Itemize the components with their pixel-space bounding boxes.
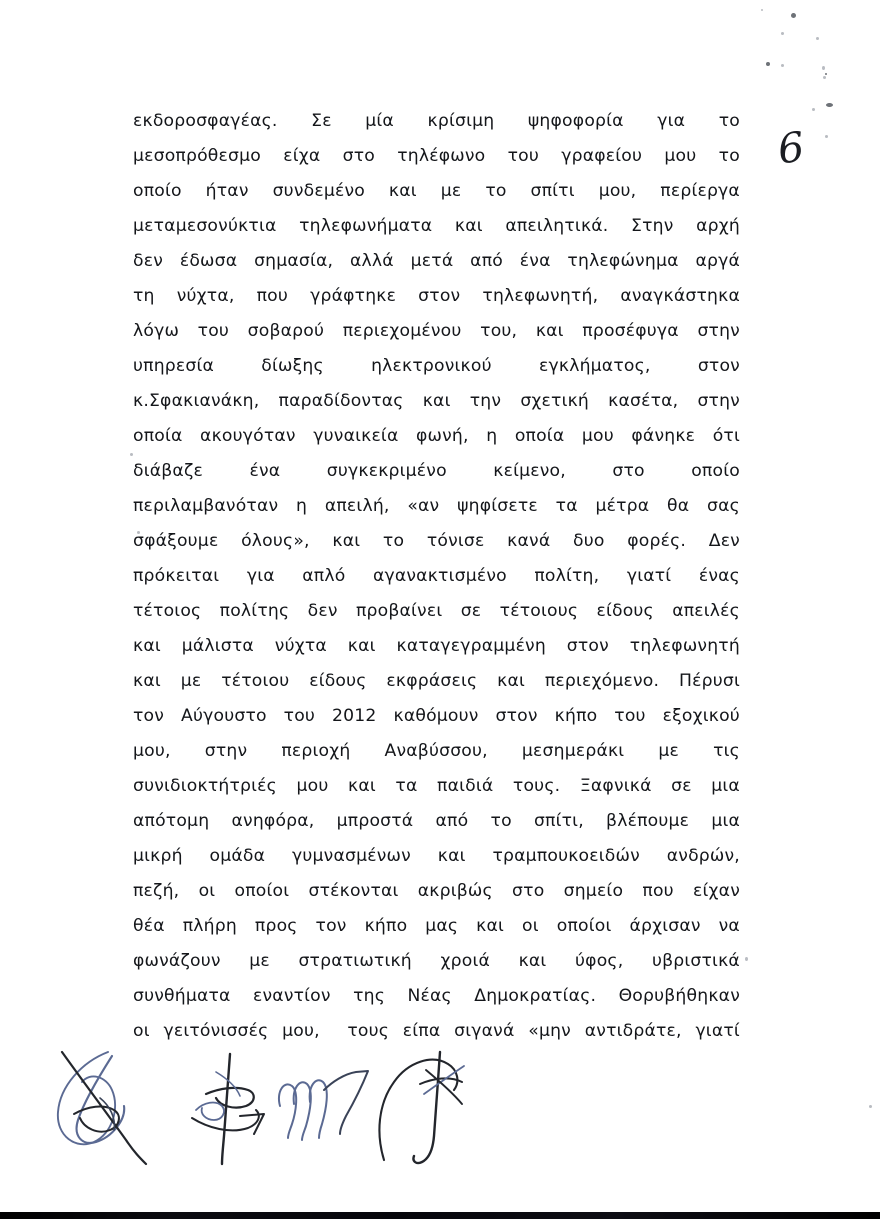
text-word: στρατιωτική <box>298 951 412 971</box>
text-word: τους. <box>512 776 561 796</box>
text-word: τέτοιους <box>499 601 579 621</box>
scan-speck <box>825 73 827 75</box>
text-word: άρχισαν <box>629 916 701 936</box>
text-line <box>133 804 740 839</box>
text-word: μας <box>425 916 459 936</box>
text-word: Ξαφνικά <box>579 776 652 796</box>
text-word: ακριβώς <box>417 881 493 901</box>
text-word: φωνάζουν <box>133 951 221 971</box>
text-word: εξοχικού <box>662 706 740 726</box>
text-word: στην <box>697 321 740 341</box>
text-word: μου, <box>598 181 637 201</box>
text-line <box>133 699 740 734</box>
text-word: έδωσα <box>179 251 238 271</box>
text-word: ψηφίσετε <box>457 496 538 516</box>
text-word: οι <box>133 1021 150 1041</box>
text-line <box>133 244 740 279</box>
text-word: γράφτηκε <box>310 286 397 306</box>
text-word: γραφείου <box>561 146 643 166</box>
text-line <box>133 384 740 419</box>
text-word: κήπο <box>554 706 598 726</box>
text-word: που <box>642 881 674 901</box>
text-word: απειλές <box>672 601 740 621</box>
text-word: ανδρών, <box>666 846 740 866</box>
text-word: μου <box>664 146 697 166</box>
text-word: υπηρεσία <box>133 356 215 376</box>
text-word: πεζή, <box>133 881 180 901</box>
text-word: μια <box>711 776 740 796</box>
text-word: στο <box>612 461 645 481</box>
text-word: κ.Σφακιανάκη, <box>133 391 260 411</box>
text-word: στον <box>697 356 740 376</box>
text-word: και <box>422 391 451 411</box>
text-word: του <box>197 321 230 341</box>
text-word: από <box>435 811 469 831</box>
text-word: Δημοκρατίας. <box>474 986 597 1006</box>
text-word: μπροστά <box>336 811 414 831</box>
text-word: στην <box>697 391 740 411</box>
text-word: και <box>133 636 161 656</box>
text-word: σχετική <box>520 391 590 411</box>
text-word: κρίσιμη <box>427 111 495 131</box>
text-word: οποίο <box>133 181 182 201</box>
text-word: με <box>440 181 462 201</box>
text-word: μάλιστα <box>181 636 254 656</box>
text-word: «μην <box>528 1021 571 1041</box>
text-word: μια <box>711 811 740 831</box>
text-word: να <box>718 916 740 936</box>
text-word: μικρή <box>133 846 183 866</box>
text-word: τέτοιος <box>133 601 202 621</box>
text-word: δεν <box>307 601 338 621</box>
text-word: ήταν <box>205 181 249 201</box>
signature-first <box>38 1046 188 1171</box>
text-word: τα <box>555 496 578 516</box>
text-word: η <box>296 496 308 516</box>
text-word: προσέφυγα <box>582 321 679 341</box>
text-line <box>133 349 740 384</box>
text-word: Θορυβήθηκαν <box>618 986 740 1006</box>
text-word: περιλαμβανόταν <box>133 496 279 516</box>
text-word: από <box>470 251 503 271</box>
text-word: λόγω <box>133 321 180 341</box>
text-word: νύχτα <box>274 636 327 656</box>
text-line <box>133 104 740 139</box>
text-word: μεσοπρόθεσμο <box>133 146 261 166</box>
text-word: στον <box>418 286 461 306</box>
text-line <box>133 279 740 314</box>
text-word: πρόκειται <box>133 566 220 586</box>
text-word: τηλεφωνητή, <box>482 286 599 306</box>
text-line <box>133 944 740 979</box>
text-word: και <box>535 321 564 341</box>
text-word: περιεχόμενο. <box>544 671 660 691</box>
text-word: το <box>718 111 740 131</box>
text-word: τόνισε <box>426 531 485 551</box>
scan-speck <box>816 37 819 40</box>
text-word: για <box>246 566 275 586</box>
text-word: Δεν <box>708 531 740 551</box>
text-line <box>133 769 740 804</box>
text-word: ακουγόταν <box>200 426 296 446</box>
text-word: συγκεκριμένο <box>326 461 447 481</box>
text-line <box>133 629 740 664</box>
text-word: ένας <box>698 566 740 586</box>
text-word: κείμενο, <box>493 461 566 481</box>
text-word: ότι <box>712 426 740 446</box>
text-word: με <box>249 951 270 971</box>
scan-speck <box>761 9 763 11</box>
text-word: το <box>382 531 405 551</box>
text-word: στον <box>566 636 609 656</box>
text-word: οποία <box>514 426 565 446</box>
text-word: ένα <box>519 251 551 271</box>
text-word: ανηφόρα, <box>231 811 315 831</box>
text-line <box>133 524 740 559</box>
scan-speck <box>745 957 748 961</box>
text-word: κήπο <box>364 916 408 936</box>
text-line <box>133 874 740 909</box>
text-word: φάνηκε <box>631 426 696 446</box>
text-word: στο <box>512 881 545 901</box>
document-text-body <box>133 104 740 1049</box>
text-word: Σε <box>311 111 332 131</box>
scan-speck <box>823 76 826 79</box>
handwritten-page-number: 6 <box>775 122 807 174</box>
text-line <box>133 559 740 594</box>
text-line <box>133 909 740 944</box>
text-word: γειτόνισσές <box>163 1021 269 1041</box>
scan-speck <box>766 62 770 66</box>
text-word: της <box>353 986 386 1006</box>
text-word: 2012 <box>332 706 377 726</box>
text-word: τις <box>713 741 740 761</box>
scan-speck <box>812 108 815 111</box>
text-word: υβριστικά <box>651 951 740 971</box>
text-word: μου <box>296 776 329 796</box>
scan-speck <box>781 32 784 35</box>
text-word: οι <box>522 916 539 936</box>
text-word: τη <box>133 286 155 306</box>
text-word: γιατί <box>626 566 672 586</box>
text-line <box>133 454 740 489</box>
text-word: μετά <box>410 251 454 271</box>
text-word: αναγκάστηκα <box>620 286 740 306</box>
text-word: που <box>256 286 289 306</box>
text-word: περιοχή <box>281 741 351 761</box>
text-word: συνθήματα <box>133 986 231 1006</box>
text-word: σε <box>671 776 692 796</box>
text-word: αλλά <box>350 251 394 271</box>
text-word: και <box>332 531 361 551</box>
text-word: σημασία, <box>254 251 334 271</box>
text-word: αντιδράτε, <box>584 1021 682 1041</box>
scan-speck <box>825 135 828 138</box>
text-word: σας <box>707 496 740 516</box>
text-word: παραδίδοντας <box>278 391 404 411</box>
text-word: μεταμεσονύκτια <box>133 216 277 236</box>
scan-bottom-edge <box>0 1212 880 1219</box>
text-word: αργά <box>695 251 740 271</box>
signature-fourth <box>368 1048 498 1173</box>
text-word: του <box>507 146 540 166</box>
signature-block <box>0 1040 880 1190</box>
text-word: σιγανά <box>454 1021 515 1041</box>
text-word: με <box>180 671 202 691</box>
text-word: τηλέφωνο <box>397 146 486 166</box>
text-word: αγανακτισμένο <box>372 566 507 586</box>
text-word: ύφος, <box>575 951 624 971</box>
scan-speck <box>781 64 784 67</box>
text-line <box>133 209 740 244</box>
text-word: οποία <box>133 426 183 446</box>
text-line <box>133 979 740 1014</box>
text-word: και <box>518 951 547 971</box>
text-word: πολίτη, <box>534 566 600 586</box>
text-line <box>133 174 740 209</box>
text-word: το <box>490 811 512 831</box>
text-word: εγκλήματος, <box>539 356 651 376</box>
text-word: γιατί <box>695 1021 740 1041</box>
text-word: κασέτα, <box>608 391 679 411</box>
text-word: οποίοι <box>556 916 612 936</box>
text-word: είχαν <box>693 881 740 901</box>
text-word: γυμνασμένων <box>292 846 411 866</box>
text-word: στέκονται <box>308 881 399 901</box>
text-word: είχα <box>283 146 321 166</box>
text-word: την <box>469 391 502 411</box>
text-word: τηλεφωνητή <box>629 636 740 656</box>
text-word: οι <box>198 881 216 901</box>
text-word: τέτοιου <box>221 671 290 691</box>
text-word: σφάξουμε <box>133 531 219 551</box>
text-line <box>133 489 740 524</box>
text-word: βλέπουμε <box>606 811 690 831</box>
text-word: σημείο <box>563 881 624 901</box>
text-word: εναντίον <box>253 986 331 1006</box>
text-word: συνιδιοκτήτριές <box>133 776 277 796</box>
text-word: Νέας <box>407 986 452 1006</box>
text-word: εκφράσεις <box>386 671 478 691</box>
text-word: θα <box>667 496 690 516</box>
text-word: κανά <box>507 531 551 551</box>
text-word: γυναικεία <box>313 426 399 446</box>
text-line <box>133 419 740 454</box>
text-word: τον <box>133 706 165 726</box>
text-word: ένα <box>249 461 281 481</box>
text-word: και <box>454 216 483 236</box>
text-word: περιεχομένου <box>342 321 462 341</box>
text-word: καθόμουν <box>393 706 479 726</box>
text-word: Στην <box>631 216 674 236</box>
text-word: απότομη <box>133 811 210 831</box>
text-word: οποίοι <box>234 881 290 901</box>
text-word: είδους <box>309 671 367 691</box>
text-word: και <box>388 181 417 201</box>
text-word: φωνή, <box>416 426 469 446</box>
text-word: φορές. <box>627 531 687 551</box>
text-word: είπα <box>402 1021 441 1041</box>
text-line <box>133 664 740 699</box>
text-word: πλήρη <box>182 916 237 936</box>
text-word: περίεργα <box>660 181 740 201</box>
text-line <box>133 734 740 769</box>
text-word: σπίτι, <box>533 811 584 831</box>
text-word: και <box>133 671 161 691</box>
text-word: προς <box>254 916 298 936</box>
text-word: όλους», <box>241 531 310 551</box>
text-word: ηλεκτρονικού <box>371 356 492 376</box>
text-word: καταγεγραμμένη <box>396 636 546 656</box>
text-word: μία <box>365 111 394 131</box>
text-word: στον <box>495 706 538 726</box>
text-word: μου, <box>133 741 171 761</box>
text-word: μεσημεράκι <box>521 741 625 761</box>
text-word: εκδοροσφαγέας. <box>133 111 278 131</box>
text-line <box>133 314 740 349</box>
text-word: σοβαρού <box>247 321 325 341</box>
text-word: Αύγουστο <box>181 706 267 726</box>
text-word: ψηφοφορία <box>527 111 624 131</box>
text-word: νύχτα, <box>176 286 235 306</box>
text-word: το <box>718 146 740 166</box>
text-word: τα <box>395 776 418 796</box>
text-word: και <box>497 671 526 691</box>
scan-speck <box>822 66 825 70</box>
text-word: του, <box>480 321 518 341</box>
text-word: Πέρυσι <box>678 671 740 691</box>
scan-speck <box>791 13 796 18</box>
text-line <box>133 139 740 174</box>
text-word: ομάδα <box>209 846 266 866</box>
text-word: «αν <box>407 496 440 516</box>
text-word: χροιά <box>440 951 490 971</box>
text-word: Αναβύσσου, <box>384 741 488 761</box>
text-word: και <box>348 776 376 796</box>
text-word: προβαίνει <box>355 601 443 621</box>
text-word: είδους <box>596 601 654 621</box>
text-word: το <box>485 181 507 201</box>
text-word: απειλητικά. <box>505 216 609 236</box>
text-line <box>133 839 740 874</box>
text-word: και <box>347 636 376 656</box>
text-word: απλό <box>302 566 346 586</box>
text-word: με <box>658 741 680 761</box>
text-word: παιδιά <box>437 776 494 796</box>
text-word: θέα <box>133 916 165 936</box>
text-word: στην <box>204 741 248 761</box>
text-word: στο <box>342 146 375 166</box>
text-word: η <box>486 426 498 446</box>
text-word: μέτρα <box>595 496 650 516</box>
text-word: του <box>614 706 646 726</box>
text-word: δυο <box>573 531 605 551</box>
text-word: σπίτι <box>530 181 575 201</box>
text-word: τηλεφώνημα <box>567 251 679 271</box>
text-word: τον <box>315 916 347 936</box>
text-word: πολίτης <box>219 601 290 621</box>
text-word: για <box>657 111 686 131</box>
text-word: μου, <box>282 1021 320 1041</box>
text-word: και <box>437 846 466 866</box>
text-word: συνδεμένο <box>272 181 365 201</box>
text-line <box>133 594 740 629</box>
scan-speck <box>826 103 833 107</box>
text-word: αρχή <box>696 216 740 236</box>
text-word: οποίο <box>691 461 740 481</box>
text-word: και <box>476 916 505 936</box>
text-word: τους <box>347 1021 390 1041</box>
text-word: απειλή, <box>324 496 390 516</box>
text-word: τραμπουκοειδών <box>492 846 640 866</box>
text-word: του <box>283 706 316 726</box>
text-word: μου <box>581 426 614 446</box>
text-word: τηλεφωνήματα <box>299 216 433 236</box>
text-word: δεν <box>133 251 164 271</box>
text-word: σε <box>460 601 482 621</box>
text-word: διάβαζε <box>133 461 203 481</box>
text-word: δίωξης <box>261 356 324 376</box>
